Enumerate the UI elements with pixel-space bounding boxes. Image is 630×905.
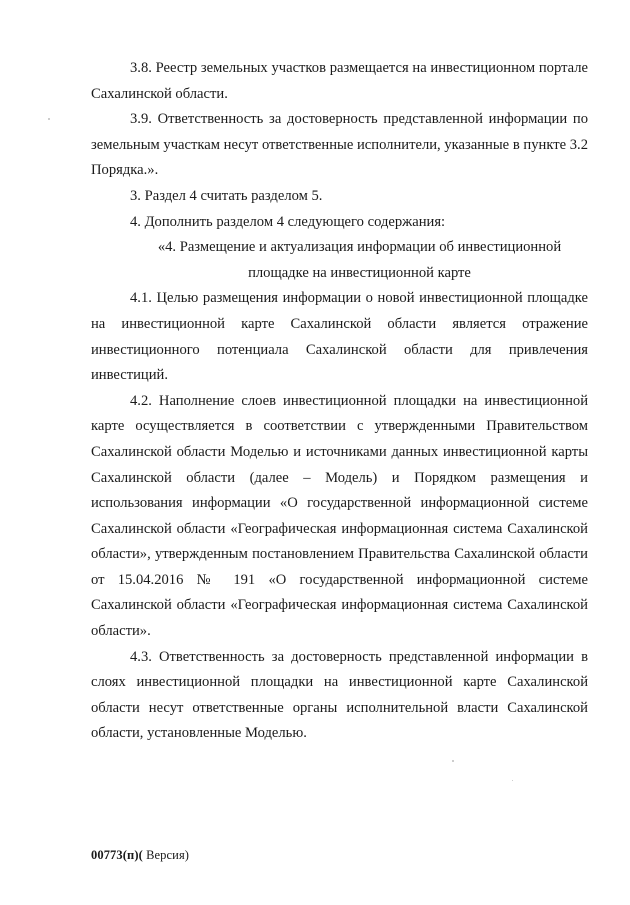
- footer-code: 00773(п)(: [91, 848, 143, 862]
- scan-speck: [452, 760, 454, 762]
- section-heading-line1: «4. Размещение и актуализация информации об инвестиционной: [157, 239, 562, 256]
- paragraph-4-3: 4.3. Ответственность за достоверность представленной информации в слоях инвестиционной площадки на инвестиционной карте Сахалинской области несут ответственные органы исполнительной власти Сахалинской области, установленные Моделью.: [91, 648, 588, 742]
- section-heading-line2: площадке на инвестиционной карте: [248, 264, 471, 281]
- document-footer: [91, 848, 189, 863]
- paragraph-3: 3. Раздел 4 считать разделом 5.: [130, 187, 323, 204]
- paragraph-4-1: 4.1. Целью размещения информации о новой инвестиционной площадке на инвестиционной карте Сахалинской области является отражение инвестиционного потенциала Сахалинской области для привлечения инвестиций.: [91, 290, 588, 384]
- document-body: [91, 56, 588, 747]
- section-heading: [91, 235, 588, 286]
- footer-version-label: Версия): [142, 848, 190, 862]
- paragraph-4: 4. Дополнить разделом 4 следующего содержания:: [130, 213, 446, 230]
- scan-speck: [512, 780, 513, 781]
- paragraph-4-2: 4.2. Наполнение слоев инвестиционной площадки на инвестиционной карте осуществляется в соответствии с утвержденными Правительством Сахалинской области Моделью и источниками данных инвестиционной карты Сахалинской области (далее – Модель) и Порядком размещения и использования информации «О государственной информационной системе Сахалинской области «Географическая информационная система Сахалинской области», утвержденным постановлением Правительства Сахалинской области от 15.04.2016 № 191 «О государственной информационной системе Сахалинской области «Географическая информационная система Сахалинской области».: [91, 392, 588, 640]
- paragraph-3-9: 3.9. Ответственность за достоверность представленной информации по земельным участкам несут ответственные исполнители, указанные в пункте 3.2 Порядка.».: [91, 111, 588, 179]
- paragraph-3-8: 3.8. Реестр земельных участков размещается на инвестиционном портале Сахалинской области.: [91, 60, 588, 102]
- scan-speck: [48, 118, 50, 120]
